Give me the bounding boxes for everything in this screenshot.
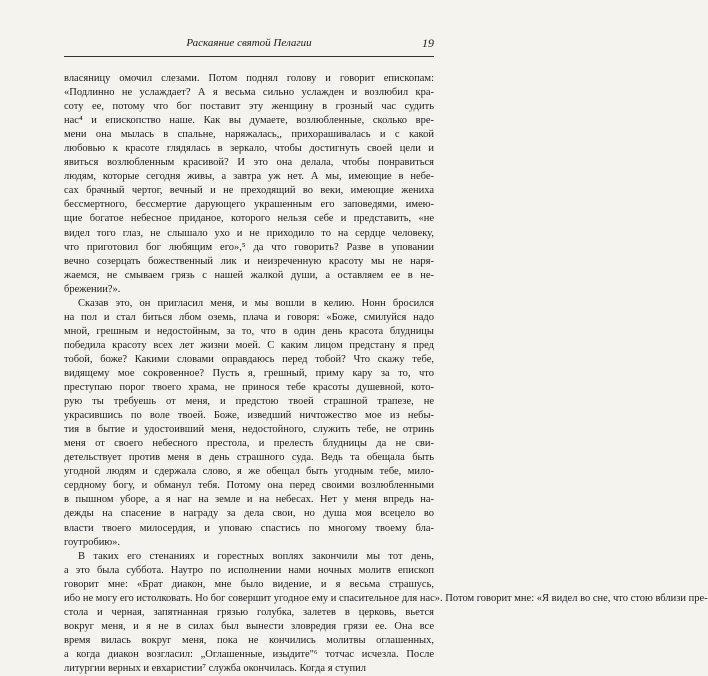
paragraph: [64, 72, 434, 297]
text-line: рую ты требуешь от меня, и предстою твоей страшной трапезе, не: [64, 396, 434, 408]
text-line: гоутробию».: [64, 536, 121, 548]
text-line: брежении?».: [64, 283, 121, 295]
text-line: любовью к красоте глядялась в зеркало, чтобы достигнуть своей цели и: [64, 143, 434, 155]
text-line: бессмертного, бессмертие дарующего украшенным его заповедями, имею-: [64, 199, 434, 211]
text-line: соту ее, потому что бог поставит эту женщину в грозный час судить: [64, 101, 434, 113]
text-line: говорит мне: «Брат диакон, мне было видение, и я весьма страшусь,: [64, 578, 434, 590]
running-title: Раскаяние святой Пелагии: [186, 37, 312, 49]
text-line: дежды на спасение в награду за дела свои, но душа моя всецело во: [64, 508, 434, 520]
text-line: сах брачный чертог, вечный и не преходящий во веки, имеющие жениха: [64, 185, 434, 197]
text-line: тобой, боже? Какими словами оправдаюсь перед тобой? Что скажу тебе,: [64, 353, 434, 365]
text-line: вечно созерцать божественный лик и неизреченную красоту мы не наря-: [64, 255, 434, 267]
text-line: победила красоту всех лет жизни моей. С каким лицом предстану я пред: [64, 339, 434, 351]
text-line: литургии верных и евхаристии⁷ служба окончилась. Когда я ступил: [64, 662, 366, 674]
text-line: мной, грешным и недостойным, за то, что в один день красота блудницы: [64, 325, 434, 337]
paragraph: [64, 550, 708, 676]
text-line: жаемся, не смываем грязь с нашей жалкой души, а оставляем ее в не-: [64, 269, 434, 281]
body-text: [64, 72, 708, 676]
text-line: сердному богу, и обманул тебя. Потому она перед своими возлюбленными: [64, 480, 434, 492]
text-line: а это была суббота. Наутро по исполнении нами ночных молитв епископ: [64, 564, 434, 576]
text-line: а когда диакон возгласил: „Оглашенные, изыдите"⁶ тотчас исчезла. После: [64, 648, 434, 660]
text-line: видящему мое сокровенное? Пусть я, грешный, приму кару за то, что: [64, 367, 434, 379]
text-line: власяницу омочил слезами. Потом поднял голову и говорит епископам:: [64, 73, 434, 84]
page-header: [64, 36, 434, 57]
text-line: украсившись по воле твоей. Боже, изведший ничтожество мое из небы-: [64, 410, 434, 422]
text-line: вокруг меня, и я не в силах был вынести зловредия грязи ее. Она все: [64, 620, 434, 632]
text-line: Сказав это, он пригласил меня, и мы вошли в келию. Нонн бросился: [78, 297, 434, 309]
text-line: стола и черная, запятнанная грязью голубка, залетев в церковь, вьется: [64, 606, 434, 618]
text-line: явиться возлюбленным красивой? И это она делала, чтобы понравиться: [64, 157, 434, 169]
text-line: преступаю порог твоего храма, не принося тебе красоты душевной, кото-: [64, 382, 434, 394]
text-line: людям, которые сегодня живы, а завтра уж нет. А мы, имеющие в небе-: [64, 171, 434, 183]
text-line: время вилась вокруг меня, пока не кончились молитвы оглашенных,: [64, 634, 434, 646]
text-line: детельствует против меня в день страшного суда. Ведь та обещала быть: [64, 452, 434, 464]
text-line: угодной людям и сдержала слово, я же обещал быть угодным тебе, мило-: [64, 466, 434, 478]
text-line: власти твоего милосердия, и уповаю спастись по многому твоему бла-: [64, 522, 434, 534]
text-line: В таких его стенаниях и горестных воплях закончили мы тот день,: [78, 550, 434, 562]
text-line: меня от своего небесного престола, и прелесть блудницы да не сви-: [64, 438, 434, 450]
text-line: что приготовил бог любящим его»,⁵ да что говорить? Разве в уповании: [64, 241, 434, 253]
text-line: нас⁴ и епископство наше. Как вы думаете, возлюбленные, сколько вре-: [64, 115, 434, 127]
paragraph: [64, 297, 434, 550]
page-number: 19: [422, 36, 434, 50]
text-line: щие богатое небесное приданое, которого нельзя себе и представить, «не: [64, 213, 434, 225]
text-line: на пол и стал биться лбом оземь, плача и говоря: «Боже, смилуйся надо: [64, 311, 434, 323]
text-line: ибо не могу его истолковать. Но бог совершит угодное ему и спасительное для нас». Потом говорит мне: «Я видел во сне, что стою вблизи пре-: [64, 592, 708, 604]
text-line: мени она мылась в спальне, наряжалась,, прихорашивалась и с какой: [64, 129, 434, 141]
text-line: в пышном уборе, а я наг на земле и на небесах. Нет у меня впредь на-: [64, 494, 434, 506]
text-line: тия в бытие и удостоивший меня, недостойного, служить тебе, не отринь: [64, 424, 434, 436]
text-line: «Подлинно не услаждает? А я весьма сильно услажден и возлюбил кра-: [64, 87, 434, 99]
text-line: видел того глаз, не слышало ухо и не приходило то на сердце человеку,: [64, 227, 434, 239]
